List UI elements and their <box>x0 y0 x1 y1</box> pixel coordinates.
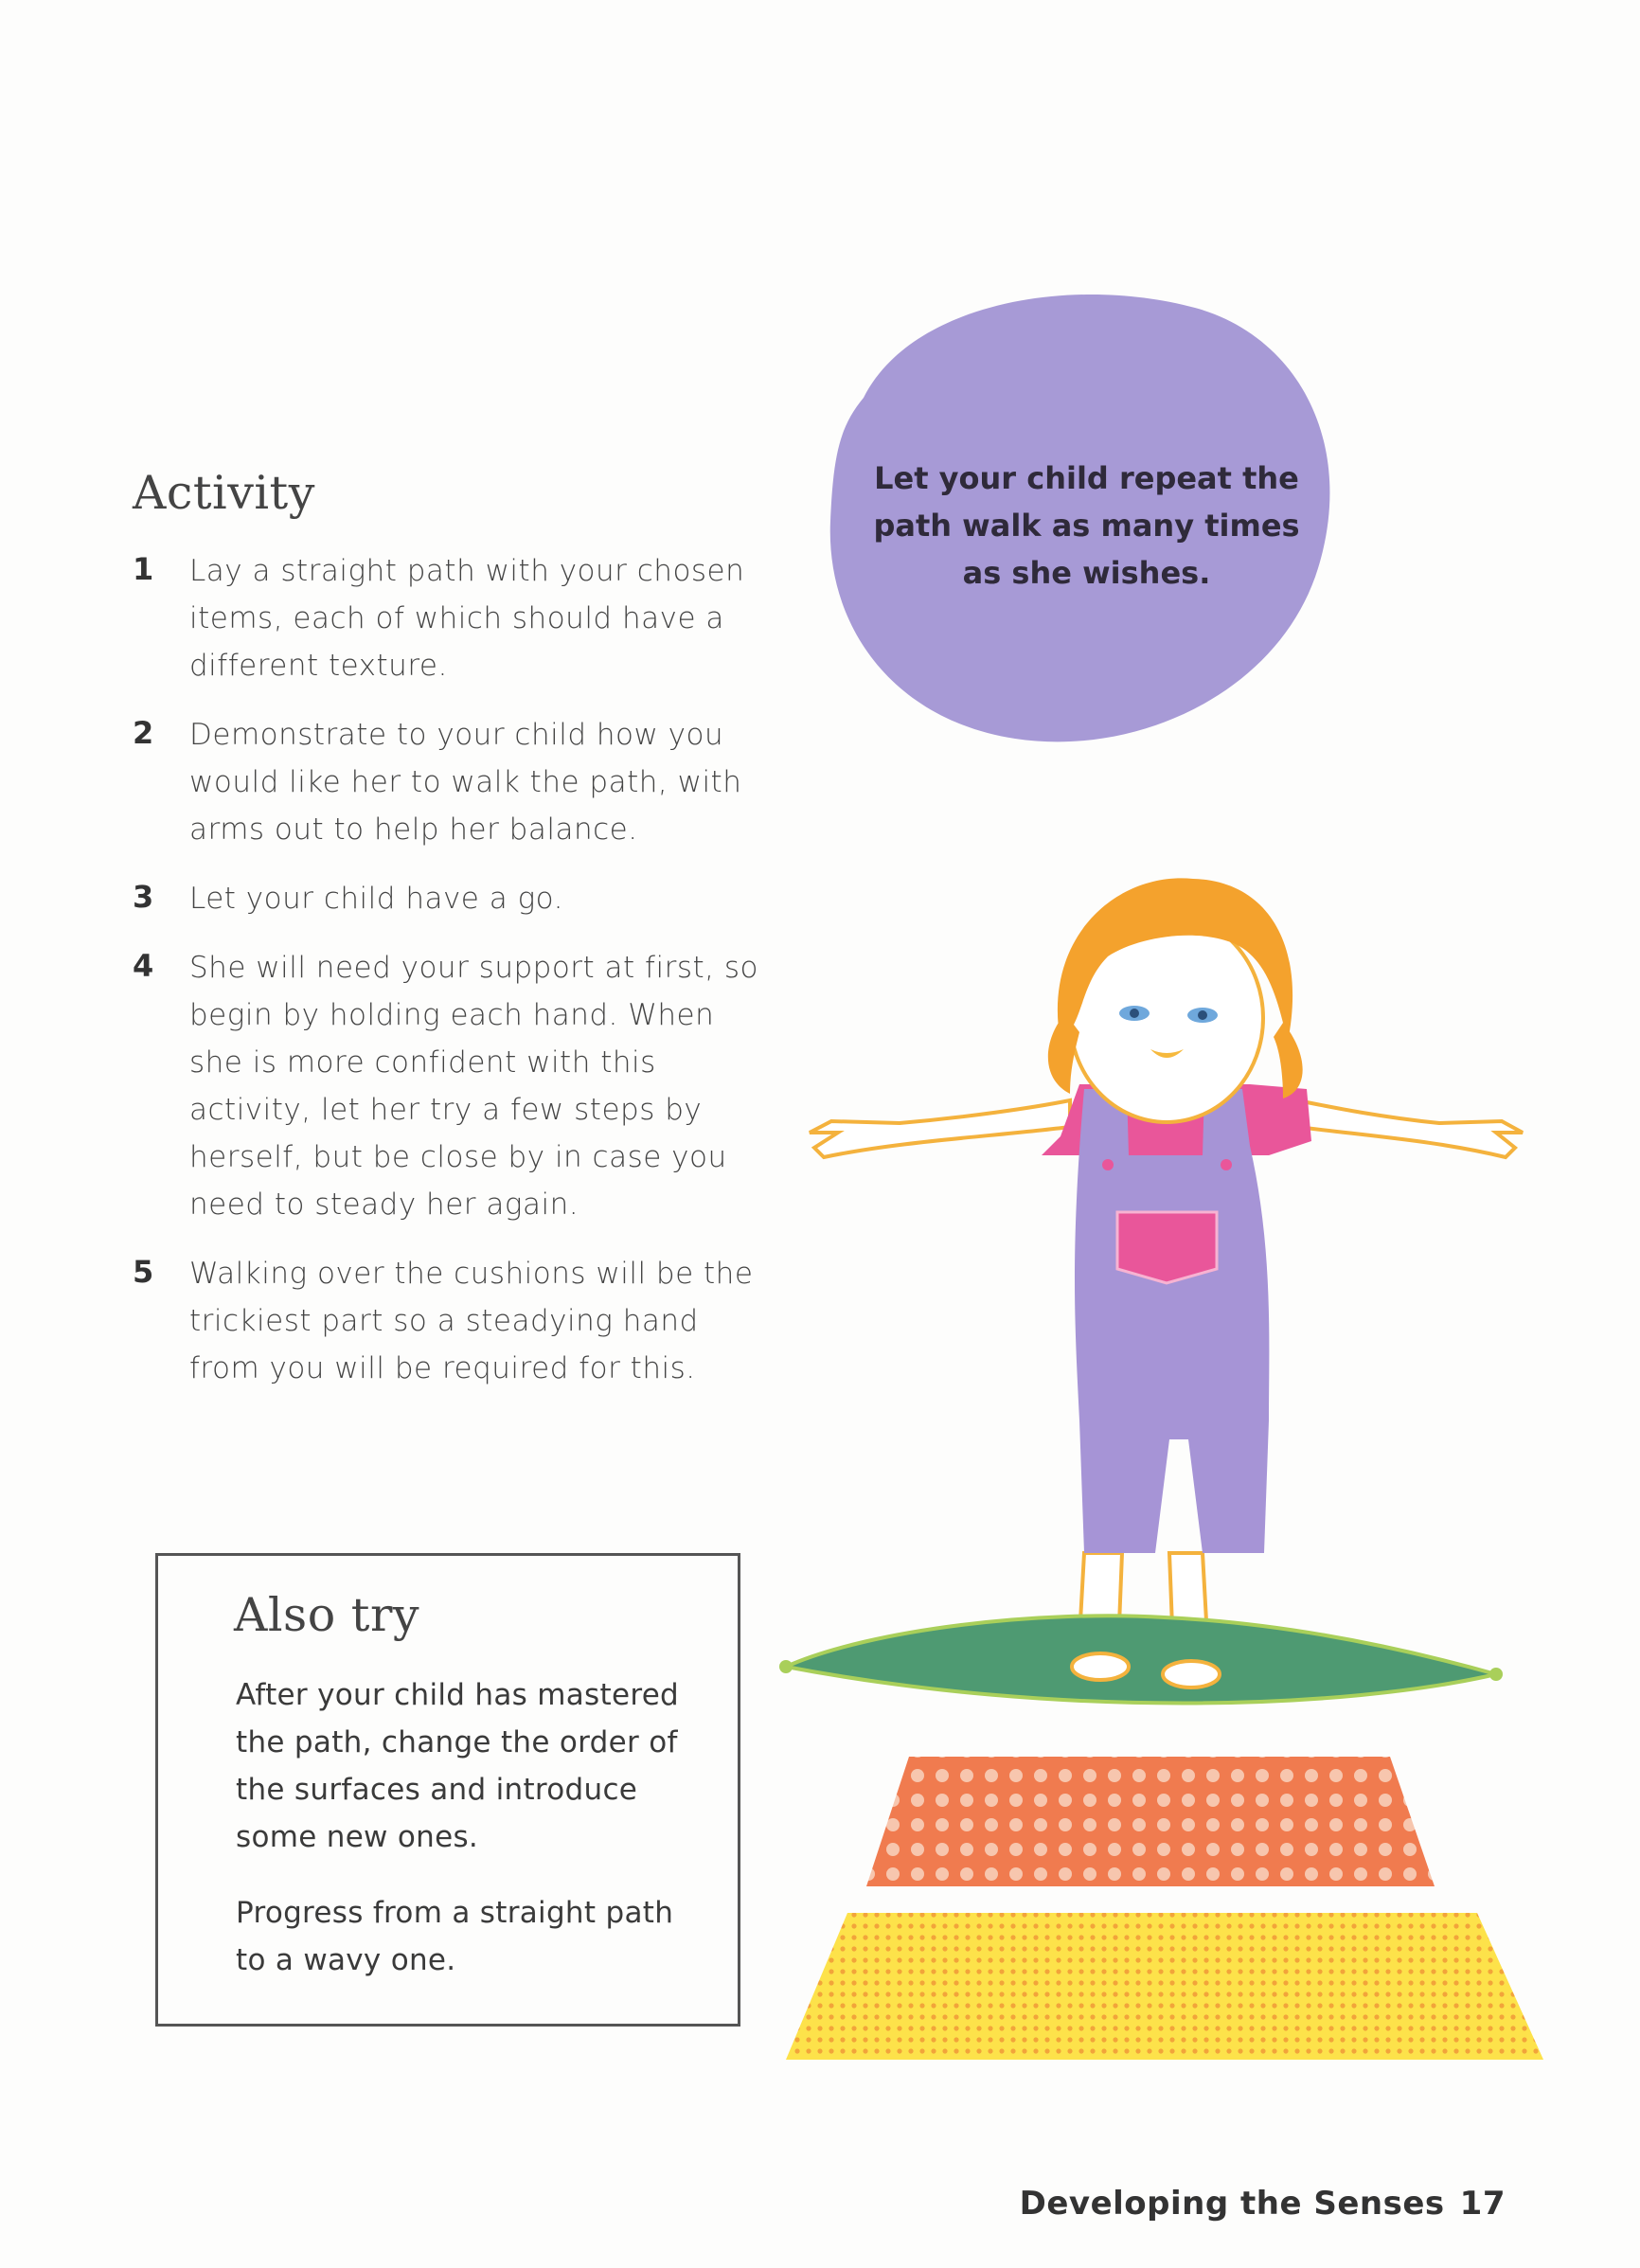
also-try-body <box>236 1671 709 2012</box>
cushion-corner <box>1489 1668 1503 1681</box>
purple-dungarees <box>1075 1089 1269 1553</box>
step-number: 1 <box>133 551 154 587</box>
right-arm <box>1297 1100 1523 1157</box>
yellow-textured-mat <box>786 1913 1543 2060</box>
activity-step <box>133 711 776 853</box>
step-text: Lay a straight path with your chosen items, each of which should have a different texture. <box>189 554 745 683</box>
left-arm <box>810 1100 1070 1157</box>
activity-heading: Activity <box>133 466 315 520</box>
step-text: Let your child have a go. <box>189 882 563 916</box>
footer-section-title: Developing the Senses <box>1019 2185 1445 2223</box>
also-try-paragraph: After your child has mastered the path, change the order of the surfaces and introduce some new ones. <box>236 1678 680 1854</box>
child-walking-illustration <box>758 852 1572 2074</box>
cushion-corner <box>779 1660 793 1673</box>
dungaree-pocket <box>1117 1212 1217 1283</box>
also-try-heading: Also try <box>234 1588 420 1642</box>
also-try-paragraph: Progress from a straight path to a wavy one. <box>236 1896 674 1977</box>
step-number: 5 <box>133 1254 154 1290</box>
orange-dotted-mat <box>866 1757 1435 1886</box>
activity-step <box>133 1250 776 1392</box>
step-text: Walking over the cushions will be the trickiest part so a steadying hand from you will be required for this. <box>189 1257 754 1385</box>
activity-step <box>133 547 776 689</box>
right-foot <box>1163 1661 1220 1688</box>
dungaree-button <box>1221 1159 1232 1170</box>
left-foot <box>1072 1653 1129 1680</box>
green-cushion <box>786 1616 1496 1703</box>
step-number: 2 <box>133 715 154 751</box>
also-try-box <box>155 1553 740 2027</box>
page-footer <box>1020 2185 1506 2223</box>
dungaree-button <box>1102 1159 1114 1170</box>
activity-step <box>133 875 776 922</box>
callout-text: Let your child repeat the path walk as many times as she wishes. <box>873 460 1300 591</box>
step-text: Demonstrate to your child how you would like her to walk the path, with arms out to help her balance. <box>189 718 742 847</box>
page-number: 17 <box>1459 2185 1506 2223</box>
step-text: She will need your support at first, so begin by holding each hand. When she is more confident with this activity, let her try a few steps by herself, but be close by in case you need to steady her again. <box>189 951 758 1222</box>
step-number: 3 <box>133 879 154 915</box>
step-number: 4 <box>133 948 154 984</box>
activity-steps-list <box>133 547 776 1414</box>
activity-step <box>133 944 776 1228</box>
